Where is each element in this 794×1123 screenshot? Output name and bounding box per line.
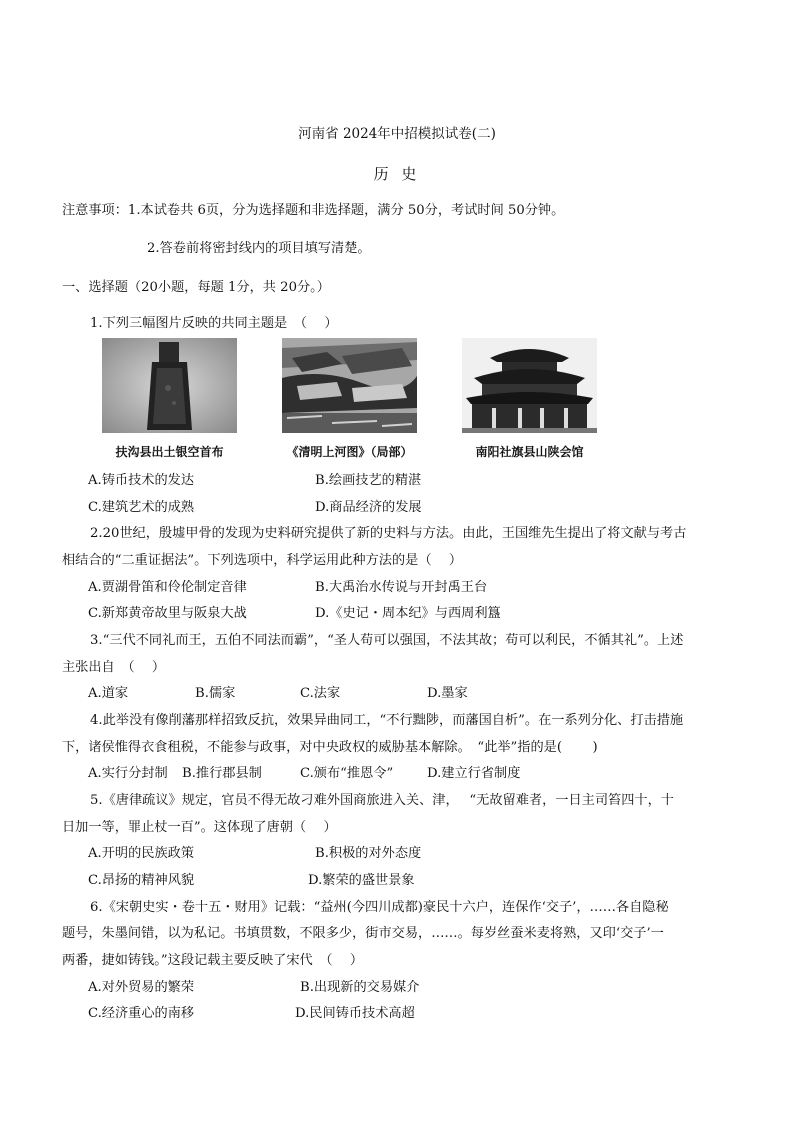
q4-line-1: 4.此举没有像削藩那样招致反抗，效果异曲同工，“不行黜陟，而藩国自析”。在一系列分化、打击措施: [90, 713, 684, 728]
q6-option-c[interactable]: C.经济重心的南移: [88, 1006, 195, 1021]
guild-hall-photo: [462, 338, 597, 433]
q4-option-c[interactable]: C.颁布“推恩令”: [300, 766, 394, 781]
subject-title: 历 史: [373, 165, 421, 183]
q6-option-a[interactable]: A.对外贸易的繁荣: [88, 980, 195, 995]
q3-option-d[interactable]: D.墨家: [427, 686, 468, 701]
q2-line-2: 相结合的“二重证据法”。下列选项中，科学运用此种方法的是（ ）: [62, 553, 463, 568]
q5-option-b[interactable]: B.积极的对外态度: [315, 846, 422, 861]
notes-line-2: 2.答卷前将密封线内的项目填写清楚。: [147, 241, 371, 256]
q5-line-2: 日加一等，罪止杖一百”。这体现了唐朝（ ）: [62, 820, 337, 835]
q6-line-3: 两番，捷如铸钱。”这段记载主要反映了宋代 （ ）: [62, 953, 364, 968]
q2-line-1: 2.20世纪，殷墟甲骨的发现为史料研究提供了新的史料与方法。由此，王国维先生提出了将文献与考古: [90, 526, 687, 541]
section-heading: 一、选择题（20小题，每题 1分，共 20分。）: [62, 280, 330, 295]
q1-option-d[interactable]: D.商品经济的发展: [315, 500, 422, 515]
q4-option-d[interactable]: D.建立行省制度: [427, 766, 521, 781]
q6-option-d[interactable]: D.民间铸币技术高超: [295, 1006, 415, 1021]
q3-line-1: 3.“三代不同礼而王，五伯不同法而霸”，“圣人苟可以强国，不法其故；苟可以利民，不循其礼”。上述: [90, 633, 684, 648]
q4-option-b[interactable]: B.推行郡县制: [182, 766, 262, 781]
exam-title: 河南省 2024年中招模拟试卷(二): [298, 126, 496, 142]
q1-stem: 1.下列三幅图片反映的共同主题是 （ ）: [90, 316, 338, 331]
q6-line-1: 6.《宋朝史实・卷十五・财用》记载：“益州(今四川成都)豪民十六户，连保作‘交子’，……各自隐秘: [90, 900, 669, 915]
q5-option-a[interactable]: A.开明的民族政策: [88, 846, 195, 861]
q3-option-c[interactable]: C.法家: [300, 686, 341, 701]
caption-spade-coin: 扶沟县出土银空首布: [115, 445, 224, 459]
caption-guild-hall: 南阳社旗县山陕会馆: [475, 445, 584, 459]
q4-option-a[interactable]: A.实行分封制: [88, 766, 168, 781]
q3-option-b[interactable]: B.儒家: [195, 686, 236, 701]
q2-option-a[interactable]: A.贾湖骨笛和伶伦制定音律: [88, 580, 247, 595]
q3-option-a[interactable]: A.道家: [88, 686, 129, 701]
q2-option-c[interactable]: C.新郑黄帝故里与阪泉大战: [88, 606, 247, 621]
q5-line-1: 5.《唐律疏议》规定，官员不得无故刁难外国商旅进入关、津， “无故留难者，一日主司笞四十，十: [90, 793, 674, 808]
caption-qingming: 《清明上河图》（局部）: [286, 445, 413, 459]
q5-option-c[interactable]: C.昂扬的精神风貌: [88, 873, 195, 888]
q2-option-b[interactable]: B.大禹治水传说与开封禹王台: [315, 580, 488, 595]
q4-line-2: 下，诸侯惟得衣食租税，不能参与政事，对中央政权的威胁基本解除。 “此举”指的是( ): [62, 740, 598, 755]
q2-option-d[interactable]: D.《史记・周本纪》与西周利簋: [315, 606, 501, 621]
q1-option-b[interactable]: B.绘画技艺的精湛: [315, 473, 422, 488]
q3-line-2: 主张出自 （ ）: [62, 660, 166, 675]
notes-line-1: 注意事项：1.本试卷共 6页，分为选择题和非选择题，满分 50分，考试时间 50分钟。: [62, 203, 565, 218]
q6-line-2: 题号，朱墨间错，以为私记。书填贯数，不限多少，街市交易，……。每岁丝蚕米麦将熟，又印‘交子’一: [62, 926, 664, 941]
q1-option-c[interactable]: C.建筑艺术的成熟: [88, 500, 195, 515]
qingming-painting-photo: [282, 338, 417, 433]
spade-coin-photo: [102, 338, 237, 433]
q1-option-a[interactable]: A.铸币技术的发达: [88, 473, 195, 488]
q5-option-d[interactable]: D.繁荣的盛世景象: [308, 873, 415, 888]
q6-option-b[interactable]: B.出现新的交易媒介: [300, 980, 420, 995]
